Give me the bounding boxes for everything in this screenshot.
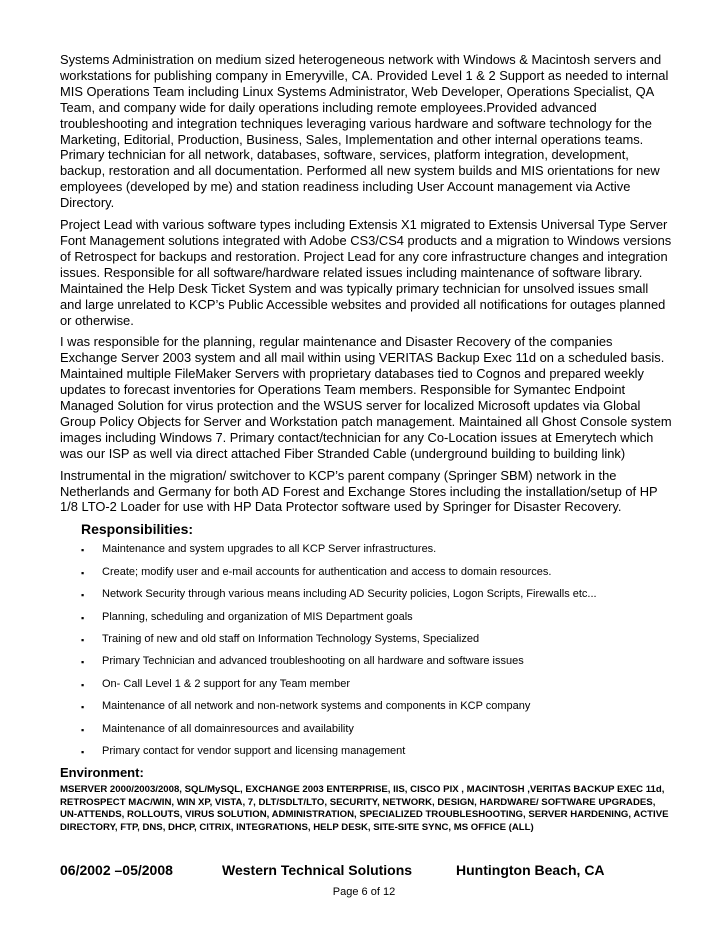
bullet-icon: ▪ (81, 702, 85, 713)
bullet-icon: ▪ (81, 657, 85, 668)
page-number: Page 6 of 12 (332, 886, 396, 898)
responsibilities-list (60, 543, 672, 767)
list-item (60, 633, 672, 655)
paragraph-project-lead: Project Lead with various software types including Extensis X1 migrated to Extensis Universal Type Server Font Management solutions integrated with Adobe CS3/CS4 products and a migration to Windows versions of Retrospect for backups and restoration. Project Lead for any core infrastructure changes and integration issues. Responsible for all software/hardware related issues including maintenance of software library. Maintained the Help Desk Ticket System and was typically primary technician for unsolved issues small and large unrelated to KCP’s Public Accessible websites and provided all notifications for outages planned or otherwise. (60, 217, 672, 328)
list-item (60, 700, 672, 722)
list-item (60, 655, 672, 677)
list-item-text: Maintenance and system upgrades to all KCP Server infrastructures. (102, 543, 437, 556)
list-item-text: Training of new and old staff on Information Technology Systems, Specialized (102, 632, 480, 645)
list-item-text: Planning, scheduling and organization of MIS Department goals (102, 610, 413, 623)
bullet-icon: ▪ (81, 590, 85, 601)
list-item-text: Maintenance of all domainresources and availability (102, 722, 354, 735)
list-item-text: Maintenance of all network and non-network systems and components in KCP company (102, 700, 531, 713)
environment-heading: Environment: (60, 765, 144, 781)
paragraph-disaster-recovery: I was responsible for the planning, regular maintenance and Disaster Recovery of the companies Exchange Server 2003 system and all mail within using VERITAS Backup Exec 11d on a scheduled basis. Maintained multiple FileMaker Servers with proprietary databases tied to Cognos and prepared weekly updates to forecast inventories for Operations Team members. Responsible for Symantec Endpoint Managed Solution for virus protection and the WSUS server for localized Microsoft updates via Global Group Policy Objects for Server and Workstation patch management. Maintained all Ghost Console system images including Windows 7. Primary contact/technician for any Co-Location issues at Emerytech which was our ISP as well via direct attached Fiber Stranded Cable (underground building to building link) (60, 334, 672, 461)
list-item (60, 588, 672, 610)
bullet-icon: ▪ (81, 634, 85, 645)
list-item (60, 611, 672, 633)
list-item (60, 745, 672, 767)
job-company: Western Technical Solutions (222, 862, 413, 878)
responsibilities-heading: Responsibilities: (81, 521, 194, 538)
bullet-icon: ▪ (81, 612, 85, 623)
environment-text: MSERVER 2000/2003/2008, SQL/MySQL, EXCHANGE 2003 ENTERPRISE, IIS, CISCO PIX , MACINTOSH ,VERITAS BACKUP EXEC 11d, RETROSPECT MAC/WIN, WIN XP, VISTA, 7, DLT/SDLT/LTO, SECURITY, NETWORK, DESIGN, HARDWARE/ SOFTWARE UPGRADES, UN-ATTENDS, ROLLOUTS, VIRUS SOLUTION, ADMINISTRATION, SPECIALIZED TROUBLESHOOTING, SERVER HARDENING, ACTIVE DIRECTORY, FTP, DNS, DHCP, CITRIX, INTEGRATIONS, HELP DESK, SITE-SITE SYNC, MS OFFICE (ALL) (60, 784, 669, 834)
bullet-icon: ▪ (81, 567, 85, 578)
job-location: Huntington Beach, CA (456, 862, 605, 878)
bullet-icon: ▪ (81, 724, 85, 735)
list-item-text: Network Security through various means including AD Security policies, Logon Scripts, Firewalls etc... (102, 588, 597, 601)
list-item (60, 678, 672, 700)
list-item (60, 543, 672, 565)
list-item-text: Primary contact for vendor support and licensing management (102, 744, 406, 757)
paragraph-migration: Instrumental in the migration/ switchover to KCP’s parent company (Springer SBM) network in the Netherlands and Germany for both AD Forest and Exchange Stores including the installation/setup of HP 1/8 LTO-2 Loader for use with HP Data Protector software used by Springer for Disaster Recovery. (60, 467, 658, 515)
bullet-icon: ▪ (81, 679, 85, 690)
paragraph-systems-administration: Systems Administration on medium sized heterogeneous network with Windows & Macintosh servers and workstations for publishing company in Emeryville, CA. Provided Level 1 & 2 Support as needed to internal MIS Operations Team including Linux Systems Administrator, Web Developer, Operations Specialist, QA Team, and company wide for daily operations including remote employees.Provided advanced troubleshooting and integration techniques leveraging various hardware and software technology for the Marketing, Editorial, Production, Business, Sales, Implementation and other internal operations teams. Primary technician for all network, databases, software, services, platform integration, development, backup, restoration and all documentation. Performed all new system builds and MIS orientations for new employees (developed by me) and station readiness including User Account management via Active Directory. (60, 52, 669, 211)
list-item (60, 723, 672, 745)
list-item (60, 566, 672, 588)
bullet-icon: ▪ (81, 545, 85, 556)
list-item-text: Create; modify user and e-mail accounts for authentication and access to domain resources. (102, 565, 552, 578)
list-item-text: Primary Technician and advanced troubleshooting on all hardware and software issues (102, 655, 524, 668)
document-page (60, 52, 672, 835)
list-item-text: On- Call Level 1 & 2 support for any Team member (102, 677, 351, 690)
bullet-icon: ▪ (81, 746, 85, 757)
job-dates: 06/2002 –05/2008 (60, 862, 173, 878)
